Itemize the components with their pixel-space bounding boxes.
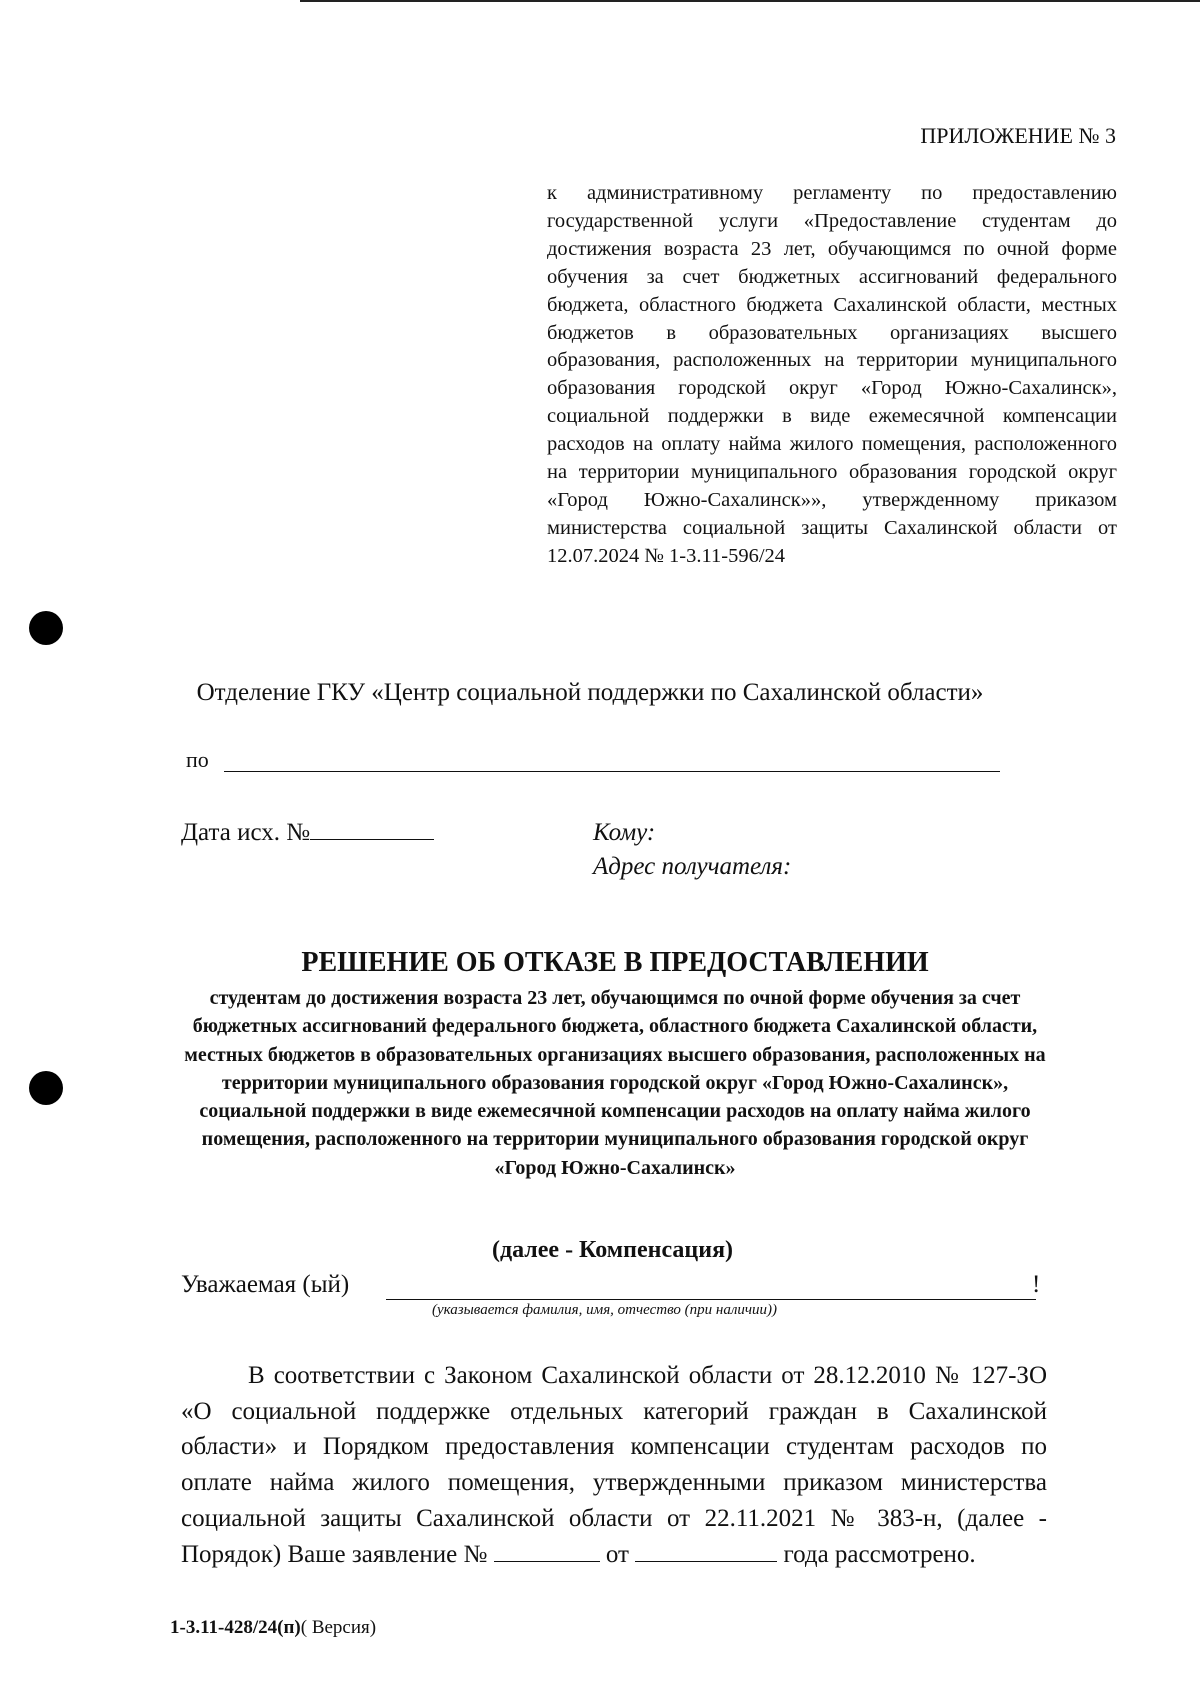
punch-hole-mark xyxy=(29,611,63,645)
annex-title: ПРИЛОЖЕНИЕ № 3 xyxy=(920,123,1116,148)
date-number-blank xyxy=(310,817,434,840)
application-number-blank xyxy=(494,1537,600,1562)
po-label: по xyxy=(186,747,209,772)
to-label: Кому: xyxy=(593,819,656,846)
name-fill-rule xyxy=(386,1299,1036,1300)
doc-version: ( Версия) xyxy=(300,1617,377,1638)
outgoing-date-number xyxy=(181,817,434,847)
recipient-block xyxy=(593,816,791,884)
top-edge-rule xyxy=(300,0,1200,2)
decision-title: РЕШЕНИЕ ОБ ОТКАЗЕ В ПРЕДОСТАВЛЕНИИ xyxy=(301,947,929,978)
decision-subtitle: студентам до достижения возраста 23 лет, обучающимся по очной форме обучения за счет бюджетных ассигнований федерального бюджета, областного бюджета Сахалинской области, местных бюджетов в образовательных организациях высшего образования, расположенных на территории муниципального образования городской округ «Город Южно-Сахалинск», социальной поддержки в виде ежемесячной компенсации расходов на оплату найма жилого помещения, расположенного на территории муниципального образования городской округ «Город Южно-Сахалинск» xyxy=(184,987,1046,1179)
body-text-from: от xyxy=(605,1540,629,1568)
date-label: Дата исх. № xyxy=(181,819,311,846)
body-text-end: года рассмотрено. xyxy=(783,1540,976,1568)
salutation-exclamation: ! xyxy=(1032,1271,1041,1298)
hereafter-note: (далее - Компенсация) xyxy=(491,1237,734,1263)
address-label: Адрес получателя: xyxy=(593,853,792,880)
document-code xyxy=(170,1617,376,1639)
salutation-label: Уважаемая (ый) xyxy=(181,1271,350,1298)
name-hint: (указывается фамилия, имя, отчество (при наличии)) xyxy=(432,1302,778,1318)
department-name: Отделение ГКУ «Центр социальной поддержки по Сахалинской области» xyxy=(196,679,984,706)
body-text-start: В соответствии с Законом Сахалинской области от 28.12.2010 № 127-ЗО «О социальной поддержке отдельных категорий граждан в Сахалинской области» и Порядком предоставления компенсации студентам расходов по оплате найма жилого помещения, утвержденными приказом министерства социальной защиты Сахалинской области от 22.11.2021 № 383-н, (далее - Порядок) Ваше заявление № xyxy=(181,1362,1047,1568)
salutation-line xyxy=(181,1271,1041,1299)
po-line xyxy=(186,747,209,773)
preamble-text: к административному регламенту по предоставлению государственной услуги «Предоставление студентам до достижения возраста 23 лет, обучающимся по очной форме обучения за счет бюджетных ассигнований федерального бюджета, областного бюджета Сахалинской области, местных бюджетов в образовательных организациях высшего образования, расположенных на территории муниципального образования городской округ «Город Южно-Сахалинск», социальной поддержки в виде ежемесячной компенсации расходов на оплату найма жилого помещения, расположенного на территории муниципального образования городской округ «Город Южно-Сахалинск»», утвержденному приказом министерства социальной защиты Сахалинской области от 12.07.2024 № 1-3.11-596/24 xyxy=(547,182,1117,567)
application-date-blank xyxy=(635,1537,777,1562)
po-fill-rule xyxy=(224,771,1000,772)
body-paragraph xyxy=(181,1358,1047,1572)
doc-code-number: 1-3.11-428/24(п) xyxy=(170,1617,301,1638)
punch-hole-mark xyxy=(29,1071,63,1105)
